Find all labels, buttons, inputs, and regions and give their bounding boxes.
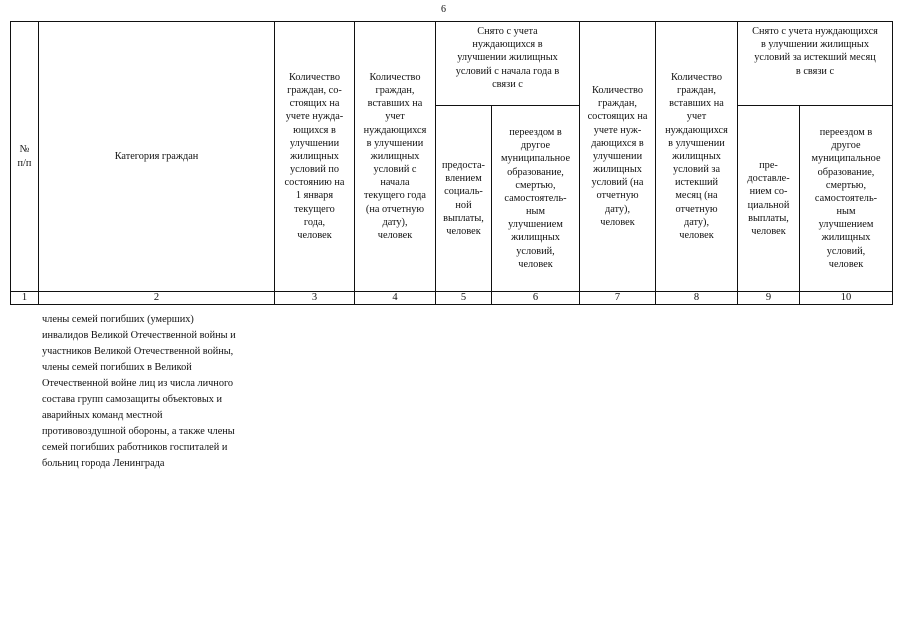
column-number: 9 [738, 292, 800, 305]
column-number-row [11, 292, 893, 305]
header-removed-since-year-start: Снято с учета нуждающихся в улучшении жилищных условий с начала года в связи с [436, 22, 580, 106]
header-registered-reporting-date: Количество граждан, состоящих на учете нуж- дающихся в улучшении жилищных условий (на отчетную дату), человек [580, 22, 656, 292]
header-registered-jan1: Количество граждан, со- стоящих на учете нужда- ющихся в улучшении жилищных условий по состоянию на 1 января текущего года, человек [275, 22, 355, 292]
header-added-since-year-start: Количество граждан, вставших на учет нуждающихся в улучшении жилищных условий с начала текущего года (на отчетную дату), человек [355, 22, 436, 292]
header-year-social-payment: предоста- влением социаль- ной выплаты, человек [436, 106, 492, 292]
header-row-top [11, 22, 893, 106]
column-number: 6 [492, 292, 580, 305]
header-removed-past-month: Снято с учета нуждающихся в улучшении жилищных условий за истекший месяц в связи с [738, 22, 893, 106]
page-number: 6 [441, 4, 446, 15]
column-number: 10 [800, 292, 893, 305]
header-year-relocation-death-improvement: переездом в другое муниципальное образование, смертью, самостоятель- ным улучшением жилищных условий, человек [492, 106, 580, 292]
category-description: члены семей погибших (умерших) инвалидов Великой Отечественной войны и участников Великой Отечественной войны, члены семей погибших в Великой Отечественной войне лиц из числа личного состава групп самозащиты объектовых и аварийных команд местной противовоздушной обороны, а также члены семей погибших работников госпиталей и больниц города Ленинграда [42, 314, 236, 469]
header-row-number: № п/п [11, 22, 39, 292]
column-number: 7 [580, 292, 656, 305]
housing-registry-table [10, 21, 893, 305]
column-number: 5 [436, 292, 492, 305]
column-number: 4 [355, 292, 436, 305]
column-number: 1 [11, 292, 39, 305]
column-number: 2 [39, 292, 275, 305]
header-added-past-month: Количество граждан, вставших на учет нуждающихся в улучшении жилищных условий за истекший месяц (на отчетную дату), человек [656, 22, 738, 292]
column-number: 3 [275, 292, 355, 305]
header-month-social-payment: пре- доставле- нием со- циальной выплаты, человек [738, 106, 800, 292]
column-number: 8 [656, 292, 738, 305]
header-month-relocation-death-improvement: переездом в другое муниципальное образование, смертью, самостоятель- ным улучшением жилищных условий, человек [800, 106, 893, 292]
header-category: Категория граждан [39, 22, 275, 292]
